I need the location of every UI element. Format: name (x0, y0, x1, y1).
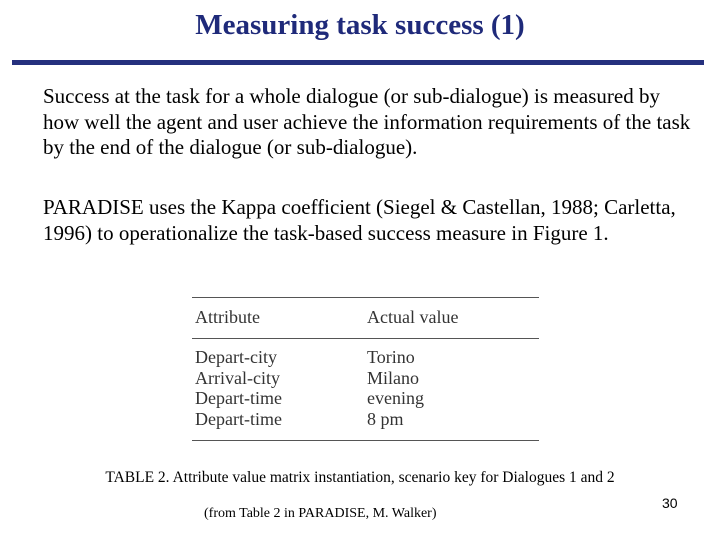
table-body (192, 347, 539, 429)
table-cell-value: Milano (367, 367, 419, 388)
title-underline (12, 60, 704, 65)
table-row (192, 388, 539, 409)
table-cell-value: 8 pm (367, 408, 404, 429)
table-header-rule (192, 338, 539, 339)
body-paragraph-2: PARADISE uses the Kappa coefficient (Siegel & Castellan, 1988; Carletta, 1996) to operationalize the task-based success measure in Figure 1. (43, 195, 676, 245)
table-cell-attribute: Depart-time (195, 408, 282, 429)
table-cell-attribute: Depart-city (195, 347, 277, 367)
table-header-actual-value: Actual value (367, 307, 459, 327)
table-cell-attribute: Depart-time (195, 388, 282, 408)
table-row (192, 409, 539, 430)
source-citation: (from Table 2 in PARADISE, M. Walker) (204, 506, 437, 521)
table-row (192, 368, 539, 389)
slide-title: Measuring task success (1) (195, 9, 525, 41)
page-number: 30 (662, 495, 678, 511)
table-row (192, 347, 539, 368)
table-cell-attribute: Arrival-city (195, 367, 280, 388)
table-top-rule (192, 297, 539, 298)
body-paragraph-1: Success at the task for a whole dialogue (or sub-dialogue) is measured by how well the agent and user achieve the information requirements of the task by the end of the dialogue (or sub-dialogue). (43, 84, 691, 159)
table-cell-value: evening (367, 388, 424, 408)
table-cell-value: Torino (367, 347, 415, 367)
table-header-attribute: Attribute (195, 307, 260, 327)
table-bottom-rule (192, 440, 539, 441)
table-caption: TABLE 2. Attribute value matrix instantiation, scenario key for Dialogues 1 and 2 (105, 469, 615, 486)
